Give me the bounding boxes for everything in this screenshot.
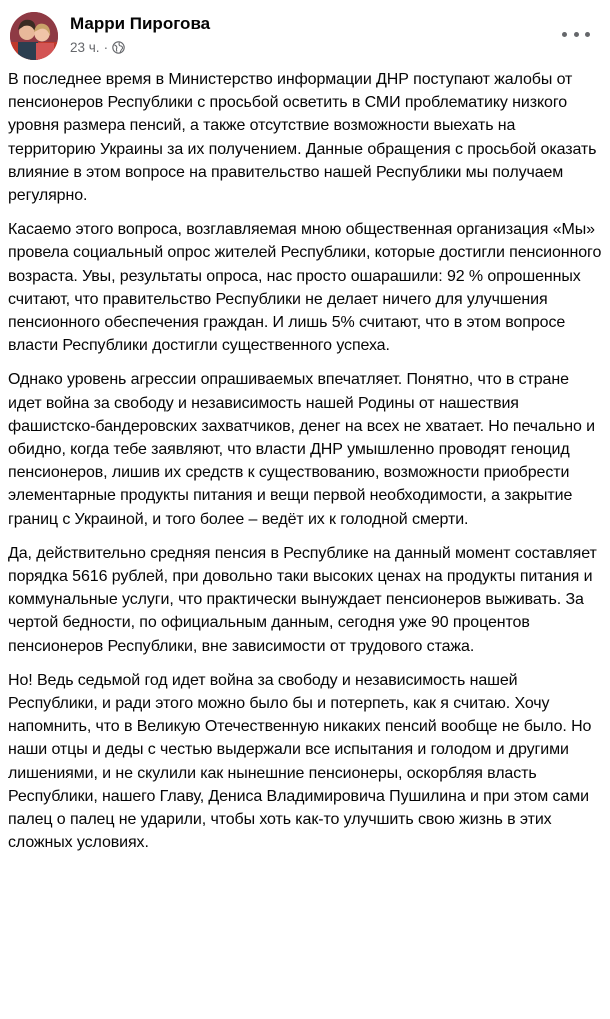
- avatar[interactable]: [10, 12, 58, 60]
- post-paragraph: Но! Ведь седьмой год идет война за свободу и независимость нашей Республики, и ради этого можно было бы и потерпеть, как я считаю. Хочу напомнить, что в Великую Отечественную никаких пенсий вообще не было. Но наши отцы и деды с честью выдержали все испытания и голодом и другими лишениями, и не скулили как нынешние пенсионеры, оскорбляя власть Республики, нашего Главу, Дениса Владимировича Пушилина и при этом сами палец о палец не ударили, чтобы хоть как-то улучшить свою жизнь в этих сложных условиях.: [8, 671, 592, 852]
- post-paragraph: Касаемо этого вопроса, возглавляемая мною общественная организация «Мы» провела социальный опрос жителей Республики, которые достигли пенсионного возраста. Увы, результаты опроса, нас просто ошарашили: 92 % опрошенных считают, что правительство Республики не делает ничего для улучшения пенсионного обеспечения граждан. И лишь 5% считают, что в этом вопросе власти Республики достигли существенного успеха.: [8, 221, 602, 355]
- post-body: [8, 68, 604, 866]
- meta-separator: ·: [103, 40, 109, 55]
- author-name[interactable]: Марри Пирогова: [70, 14, 211, 33]
- avatar-photo: [10, 12, 58, 60]
- post-paragraph: Да, действительно средняя пенсия в Республике на данный момент составляет порядка 5616 рублей, при довольно таки высоких ценах на продукты питания и коммунальные услуги, что практически вынуждает пенсионеров выживать. За чертой бедности, по официальным данным, сегодня уже 90 процентов пенсионеров Республики, вне зависимости от трудового стажа.: [8, 544, 597, 655]
- more-options-icon[interactable]: [562, 24, 590, 44]
- post-paragraph: Однако уровень агрессии опрашиваемых впечатляет. Понятно, что в стране идет война за свободу и независимость нашей Родины от нашествия фашистско-бандеровских захватчиков, денег на всех не хватает. Но печально и обидно, когда тебе заявляют, что власти ДНР умышленно проводят геноцид пенсионеров, лишив их средств к существованию, возможности приобрести элементарные продукты питания и вещи первой необходимости, а закрытие границ с Украиной, и того более – ведёт их к голодной смерти.: [8, 371, 595, 528]
- post-time[interactable]: 23 ч.: [70, 40, 100, 55]
- globe-icon[interactable]: [112, 41, 125, 54]
- post-meta: [70, 40, 125, 55]
- post-header: [10, 10, 600, 62]
- post-paragraph: В последнее время в Министерство информации ДНР поступают жалобы от пенсионеров Республики с просьбой осветить в СМИ проблематику низкого уровня размера пенсий, а также отсутствие возможности выехать на территорию Украины за их получением. Данные обращения с просьбой оказать влияние в этом вопросе на правительство нашей Республики мы получаем регулярно.: [8, 71, 597, 205]
